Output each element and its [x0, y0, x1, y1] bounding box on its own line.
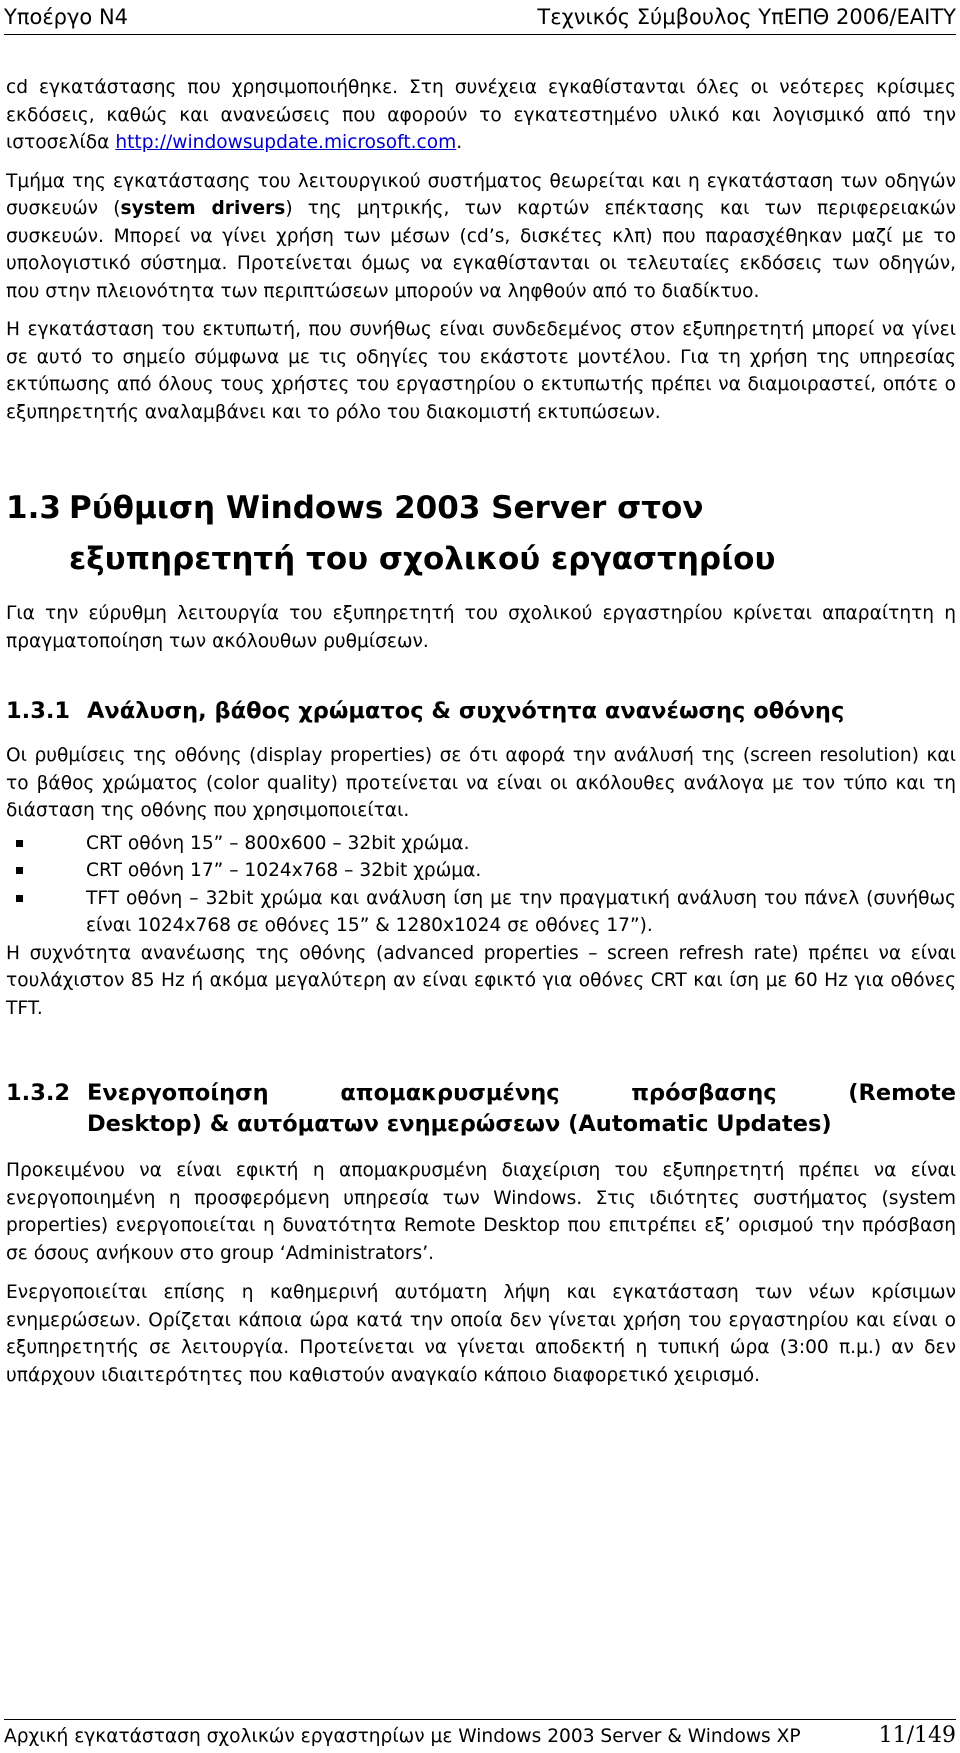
section-heading	[6, 483, 956, 585]
page-header	[4, 4, 956, 35]
intro-paragraph-1	[6, 74, 956, 157]
subsection-2-paragraph-2: Ενεργοποιείται επίσης η καθημερινή αυτόματη λήψη και εγκατάσταση των νέων κρίσιμων ενημερώσεων. Ορίζεται κάποια ώρα κατά την οποία δεν γίνεται χρήση του εργαστηρίου και είναι ο εξυπηρετητής σε λειτουργία. Προτείνεται να γίνεται αποδεκτή η τυπική ώρα (3:00 π.μ.) αν δεν υπάρχουν ιδιαιτερότητες που καθιστούν αναγκαίο κάποιο διαφορετικό χειρισμό.	[6, 1282, 956, 1386]
list-item: CRT οθόνη 17” – 1024x768 – 32bit χρώμα.	[6, 857, 956, 885]
subsection-2-title-line2: Desktop) & αυτόματων ενημερώσεων (Automatic Updates)	[87, 1111, 832, 1137]
page-footer	[4, 1719, 956, 1750]
bullet-icon	[16, 895, 23, 902]
page-content	[6, 74, 956, 1389]
intro-p2-end: ) της μητρικής, των καρτών επέκτασης και των περιφερειακών συσκευών. Μπορεί να γίνει χρήση των μέσων (cd’s, δισκέτες κλπ) που παρασχέθηκαν μαζί με το υπολογιστικό σύστημα. Προτείνεται όμως να εγκαθίστανται οι τελευταίες εκδόσεις των οδηγών, που στην πλειονότητα των περιπτώσεων μπορούν να ληφθούν από το διαδίκτυο.	[6, 198, 956, 302]
section-number: 1.3	[6, 490, 61, 526]
section-intro: Για την εύρυθμη λειτουργία του εξυπηρετητή του σχολικού εργαστηρίου κρίνεται απαραίτητη η πραγματοποίηση των ακόλουθων ρυθμίσεων.	[6, 603, 956, 652]
windowsupdate-link[interactable]: http://windowsupdate.microsoft.com	[115, 132, 457, 153]
system-drivers-term: system drivers	[120, 198, 286, 219]
intro-paragraph-2	[6, 168, 956, 306]
display-settings-list	[6, 830, 956, 940]
subsection-1-paragraph-2: Η συχνότητα ανανέωσης της οθόνης (advanced properties – screen refresh rate) πρέπει να είναι τουλάχιστον 85 Hz ή ακόμα μεγαλύτερη αν είναι εφικτό για οθόνες CRT και ίση με 60 Hz για οθόνες TFT.	[6, 942, 956, 1019]
bullet-icon	[16, 840, 23, 847]
list-item: TFT οθόνη – 32bit χρώμα και ανάλυση ίση με την πραγματική ανάλυση του πάνελ (συνήθως είναι 1024x768 σε οθόνες 15” & 1280x1024 σε οθόνες 17”).	[6, 885, 956, 940]
subsection-1-title: Ανάλυση, βάθος χρώματος & συχνότητα ανανέωσης οθόνης	[87, 698, 845, 724]
subsection-2-number: 1.3.2	[6, 1080, 71, 1106]
subsection-1-paragraph-1: Οι ρυθμίσεις της οθόνης (display properties) σε ότι αφορά την ανάλυσή της (screen resolution) και το βάθος χρώματος (color quality) προτείνεται να είναι οι ακόλουθες ανάλογα με τον τύπο και τη διάσταση της οθόνης που χρησιμοποιείται.	[6, 745, 956, 821]
subsection-1-heading	[6, 696, 956, 727]
page-number: 11/149	[878, 1723, 956, 1748]
intro-paragraph-3: Η εγκατάσταση του εκτυπωτή, που συνήθως είναι συνδεδεμένος στον εξυπηρετητή μπορεί να γίνει σε αυτό το σημείο σύμφωνα με τις οδηγίες του εκάστοτε μοντέλου. Για τη χρήση της υπηρεσίας εκτύπωσης από όλους τους χρήστες του εργαστηρίου ο εκτυπωτής πρέπει να διαμοιραστεί, οπότε ο εξυπηρετητής αναλαμβάνει και το ρόλο του διακομιστή εκτυπώσεων.	[6, 319, 956, 423]
subsection-2-heading	[6, 1078, 956, 1140]
subsection-1-number: 1.3.1	[6, 698, 71, 724]
bullet-icon	[16, 867, 23, 874]
header-project: Υπoέργο Ν4	[4, 5, 129, 29]
subsection-2-title-line1: Ενεργοποίηση απομακρυσμένης πρόσβασης (Remote	[87, 1080, 956, 1106]
intro-p2-text: Τμήμα της εγκατάστασης του λειτουργικού συστήματος θεωρείται και η εγκατάσταση των οδηγών συσκευών (	[6, 170, 956, 219]
list-item: CRT οθόνη 15” – 800x600 – 32bit χρώμα.	[6, 830, 956, 858]
intro-p1-end: .	[456, 132, 463, 153]
subsection-2-paragraph-1: Προκειμένου να είναι εφικτή η απομακρυσμένη διαχείριση του εξυπηρετητή πρέπει να είναι ενεργοποιημένη η προσφερόμενη υπηρεσία των Windows. Στις ιδιότητες συστήματος (system properties) ενεργοποιείται η δυνατότητα Remote Desktop που επιτρέπει εξ’ ορισμού την πρόσβαση σε όσους ανήκουν στο group ‘Administrators’.	[6, 1160, 956, 1264]
footer-title: Αρχική εγκατάσταση σχολικών εργαστηρίων με Windows 2003 Server & Windows XP	[4, 1726, 801, 1747]
header-consultant: Τεχνικός Σύμβουλος ΥπΕΠΘ 2006/ΕΑΙΤΥ	[537, 5, 956, 29]
section-title-line2: εξυπηρετητή του σχολικού εργαστηρίου	[69, 541, 776, 577]
section-title-line1: Ρύθμιση Windows 2003 Server στον	[69, 490, 704, 526]
intro-p1-text: cd εγκατάστασης που χρησιμοποιήθηκε. Στη συνέχεια εγκαθίστανται όλες οι νεότερες κρίσιμες εκδόσεις, καθώς και ανανεώσεις που αφορούν το εγκατεστημένο υλικό και λογισμικό από την ιστοσελίδα	[6, 77, 956, 153]
